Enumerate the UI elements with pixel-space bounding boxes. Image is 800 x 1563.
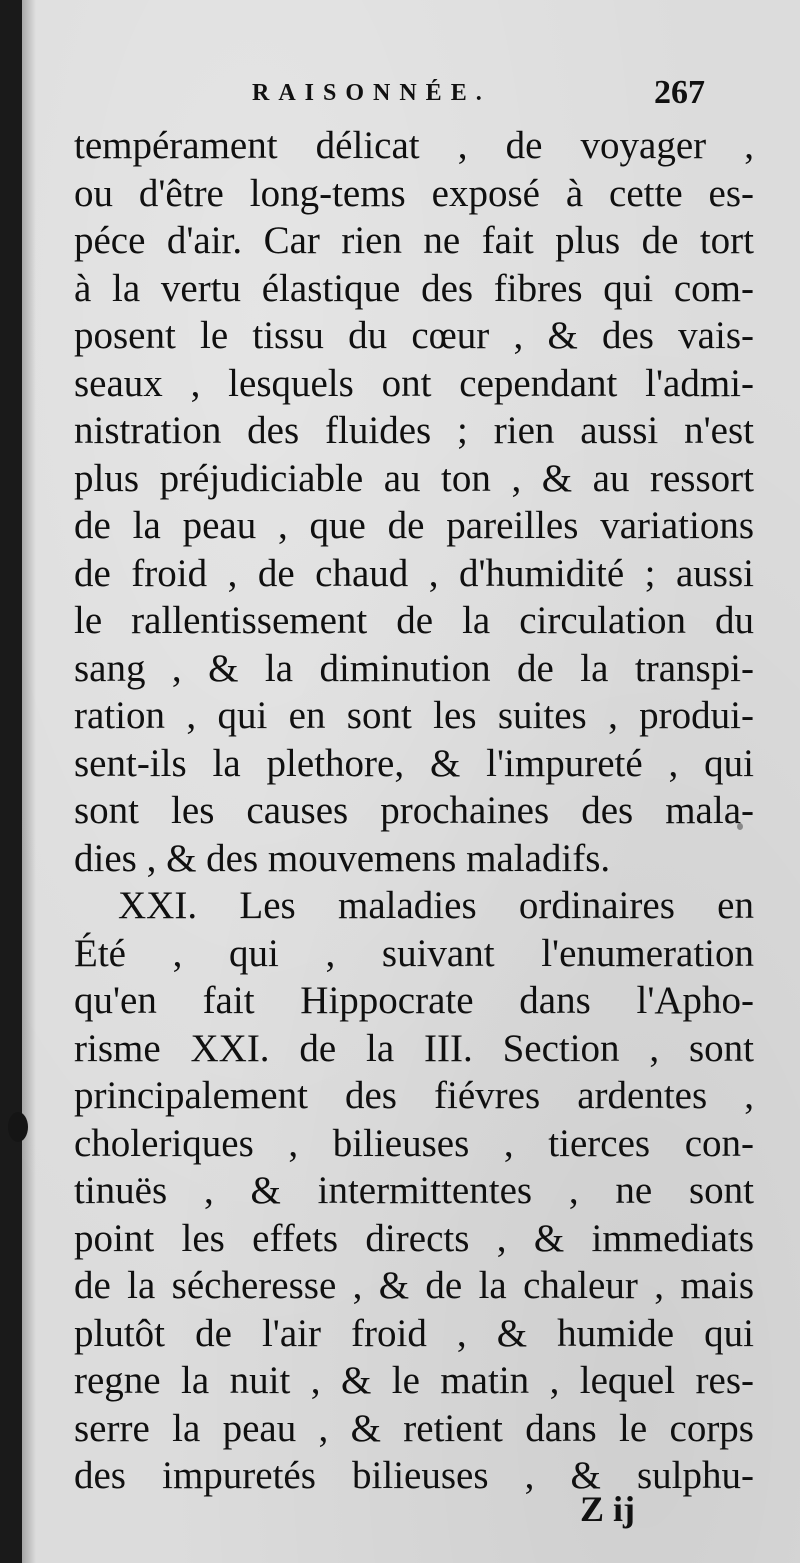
running-head: RAISONNÉE.: [252, 80, 491, 106]
text-line: tempérament délicat , de voyager ,: [74, 124, 754, 167]
text-line: des impuretés bilieuses , & sulphu-: [74, 1454, 754, 1497]
page-header: [22, 74, 800, 114]
text-line: risme XXI. de la III. Section , sont: [74, 1026, 754, 1070]
text-line: principalement des fiévres ardentes ,: [74, 1074, 754, 1117]
text-line: de la peau , que de pareilles variations: [74, 504, 754, 547]
text-line: qu'en fait Hippocrate dans l'Apho-: [74, 979, 754, 1022]
text-line: le rallentissement de la circulation du: [74, 599, 754, 642]
text-line: sang , & la diminution de la transpi-: [74, 646, 754, 690]
text-line: plus préjudiciable au ton , & au ressort: [74, 456, 754, 500]
book-page: [22, 0, 800, 1563]
text-line: plutôt de l'air froid , & humide qui: [74, 1311, 754, 1355]
text-line: choleriques , bilieuses , tierces con-: [74, 1121, 754, 1165]
text-line: sent-ils la plethore, & l'impureté , qui: [74, 741, 754, 785]
text-line: Été , qui , suivant l'enumeration: [74, 931, 754, 975]
text-line: ration , qui en sont les suites , produi-: [74, 694, 754, 737]
text-line: à la vertu élastique des fibres qui com-: [74, 266, 754, 310]
signature-mark: Z ij: [580, 1489, 636, 1529]
text-line: de froid , de chaud , d'humidité ; aussi: [74, 551, 754, 595]
paragraph-1: [74, 122, 754, 882]
paragraph-2: [74, 882, 754, 1500]
text-line: de la sécheresse , & de la chaleur , mais: [74, 1264, 754, 1307]
text-line: XXI. Les maladies ordinaires en: [118, 884, 754, 927]
ink-blot: [8, 1112, 28, 1142]
text-line: point les effets directs , & immediats: [74, 1216, 754, 1260]
text-line: dies , & des mouvemens maladifs.: [74, 836, 611, 880]
text-line: seaux , lesquels ont cependant l'admi-: [74, 361, 754, 405]
text-line: regne la nuit , & le matin , lequel res-: [74, 1359, 754, 1402]
text-line: ou d'être long-tems exposé à cette es-: [74, 171, 754, 215]
text-line: péce d'air. Car rien ne fait plus de tort: [74, 219, 754, 262]
text-line: posent le tissu du cœur , & des vais-: [74, 314, 754, 357]
text-line: tinuës , & intermittentes , ne sont: [74, 1169, 754, 1212]
page-number: 267: [654, 74, 705, 111]
gutter-shadow: [22, 0, 36, 1563]
text-line: sont les causes prochaines des mala-: [74, 789, 754, 832]
text-line: nistration des fluides ; rien aussi n'est: [74, 409, 754, 452]
body-text: [74, 122, 754, 1500]
text-line: serre la peau , & retient dans le corps: [74, 1406, 754, 1450]
